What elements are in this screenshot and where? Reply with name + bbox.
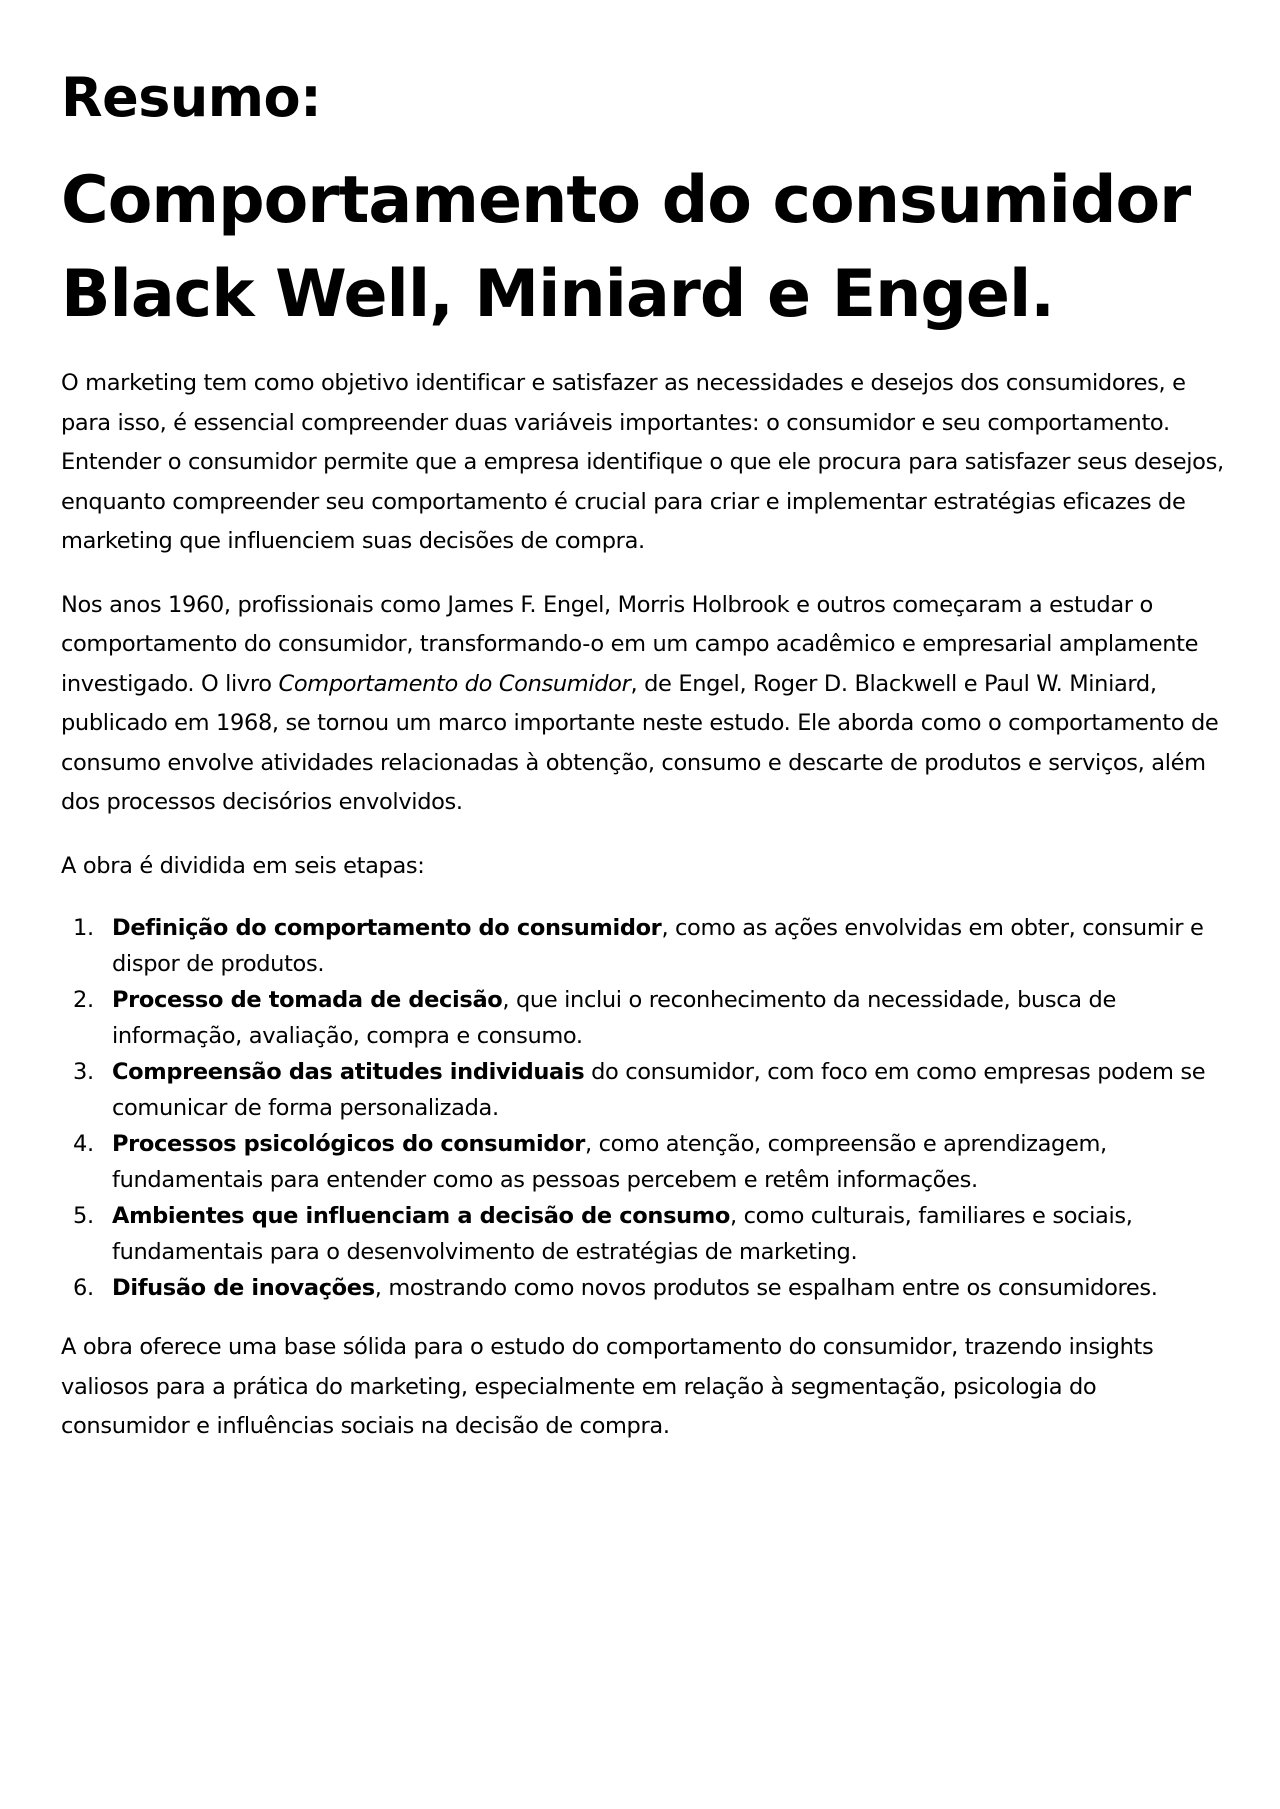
list-item-bold: Difusão de inovações [112,1275,375,1301]
list-item-text: , como culturais, familiares e sociais, fundamentais para o desenvolvimento de estratégias de marketing. [112,1203,1133,1265]
list-item-number: 3. [73,1059,94,1085]
list-item-text: , mostrando como novos produtos se espalham entre os consumidores. [374,1275,1158,1301]
document-title [61,154,1230,342]
list-item-bold: Compreensão das atitudes individuais [112,1059,585,1085]
paragraph-conclusion: A obra oferece uma base sólida para o estudo do comportamento do consumidor, trazendo insights valiosos para a prática do marketing, especialmente em relação à segmentação, psicologia do consumidor e influências sociais na decisão de compra. [61,1334,1154,1439]
title-line-2: Black Well, Miniard e Engel. [61,257,1054,332]
list-item-text: do consumidor, com foco em como empresas podem se comunicar de forma personalizada. [112,1059,1206,1121]
list-item [61,1198,1230,1270]
list-item-number: 5. [73,1203,94,1229]
list-item-text: , como atenção, compreensão e aprendizagem, fundamentais para entender como as pessoas percebem e retêm informações. [112,1131,1107,1193]
list-item [61,1270,1230,1306]
list-item-number: 2. [73,987,94,1013]
list-item-number: 6. [73,1275,94,1301]
list-item [61,982,1230,1054]
list-item [61,1054,1230,1126]
list-item-number: 4. [73,1131,94,1157]
paragraph-intro: O marketing tem como objetivo identificar e satisfazer as necessidades e desejos dos consumidores, e para isso, é essencial compreender duas variáveis importantes: o consumidor e seu comportamento. Entender o consumidor permite que a empresa identifique o que ele procura para satisfazer seus desejos, enquanto compreender seu comportamento é crucial para criar e implementar estratégias eficazes de marketing que influenciem suas decisões de compra. [61,370,1224,554]
list-item-number: 1. [73,915,94,941]
paragraph-history-after: , de Engel, Roger D. Blackwell e Paul W. Miniard, publicado em 1968, se tornou um marco importante neste estudo. Ele aborda como o comportamento de consumo envolve atividades relacionadas à obtenção, consumo e descarte de produtos e serviços, além dos processos decisórios envolvidos. [61,670,1219,815]
title-line-1: Comportamento do consumidor [61,163,1191,238]
list-item-text: , como as ações envolvidas em obter, consumir e dispor de produtos. [112,915,1204,977]
list-item [61,1126,1230,1198]
paragraph-history-before: Nos anos 1960, profissionais como James F. Engel, Morris Holbrook e outros começaram a estudar o comportamento do consumidor, transformando-o em um campo acadêmico e empresarial amplamente investigado. O livro [61,591,1199,697]
kicker-heading: Resumo: [61,66,322,129]
list-intro: A obra é dividida em seis etapas: [61,852,425,879]
list-item-text: , que inclui o reconhecimento da necessidade, busca de informação, avaliação, compra e consumo. [112,987,1116,1049]
list-item-bold: Definição do comportamento do consumidor [112,915,662,941]
book-title: Comportamento do Consumidor [278,670,631,697]
list-item [61,910,1230,982]
list-item-bold: Ambientes que influenciam a decisão de consumo [112,1203,730,1229]
paragraph-history [61,586,1230,823]
list-item-bold: Processo de tomada de decisão [112,987,503,1013]
list-item-bold: Processos psicológicos do consumidor [112,1131,585,1157]
steps-list [61,910,1230,1306]
